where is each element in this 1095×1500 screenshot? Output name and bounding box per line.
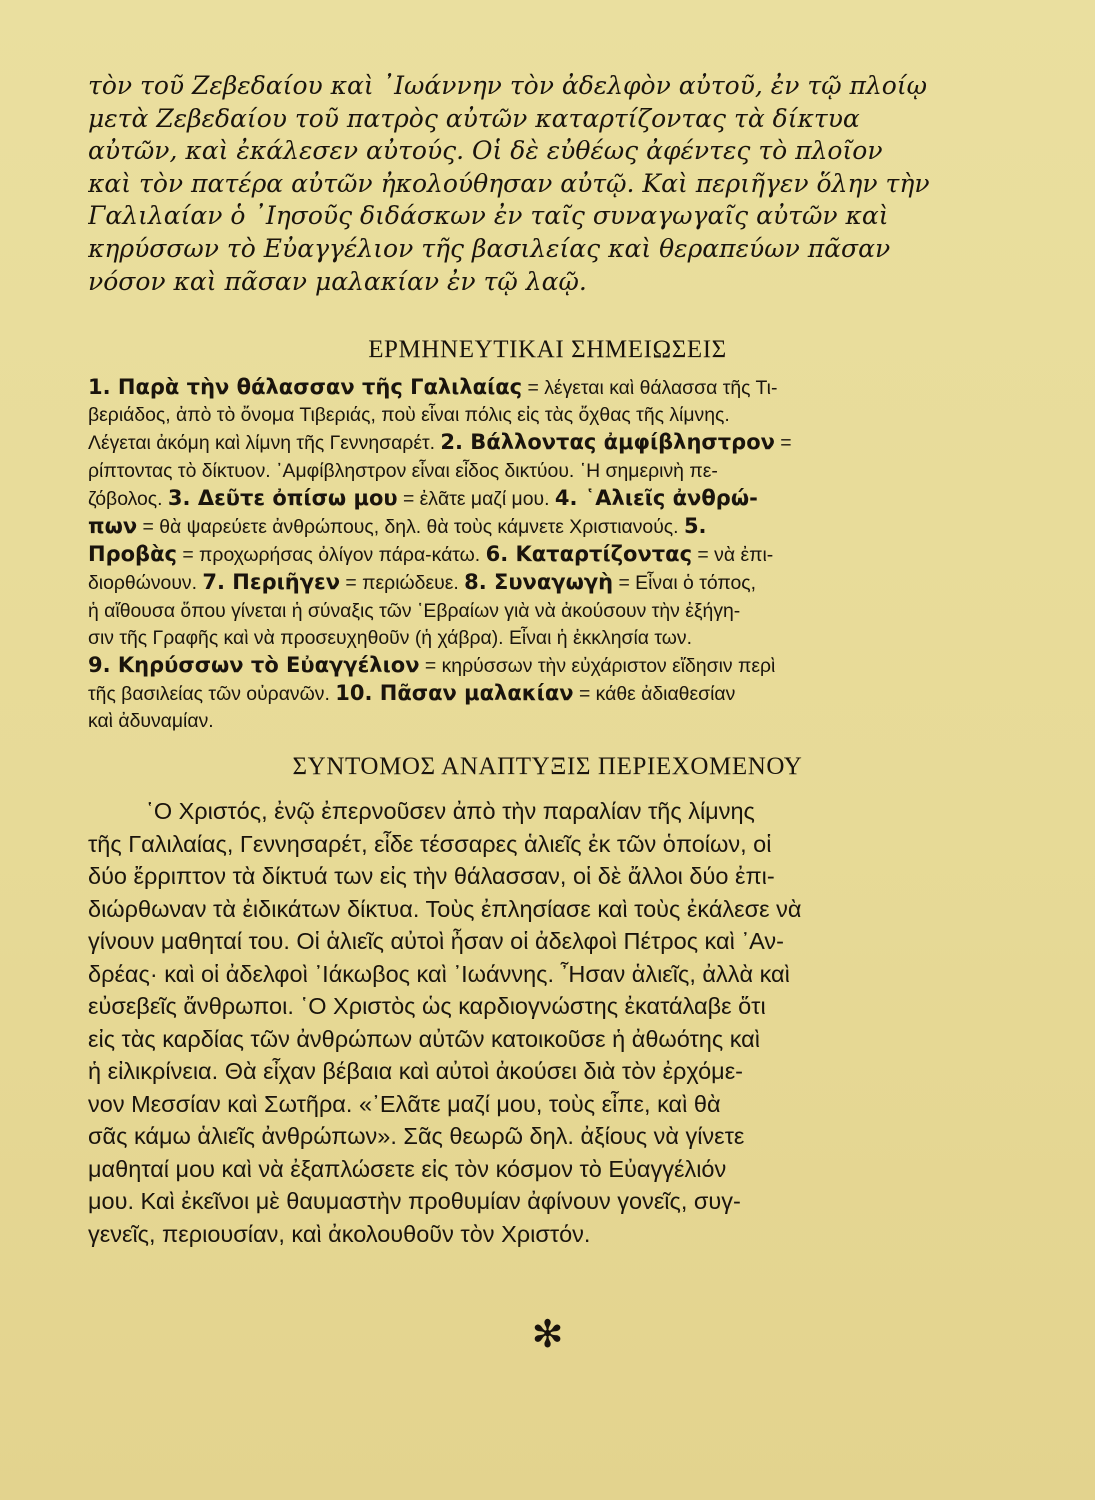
asterisk-ornament: ✻ — [531, 1312, 564, 1356]
note-text: = κάθε ἀδιαθεσίαν — [573, 683, 736, 706]
note-term: 5. — [683, 514, 707, 539]
note-text: = λέγεται καὶ θάλασσα τῆς Τι- — [522, 377, 778, 399]
text-line: Γαλιλαίαν ὁ ᾿Ιησοῦς διδάσκων ἐν ταῖς συναγωγαῖς αὐτῶν καὶ — [88, 201, 889, 231]
note-line — [88, 429, 933, 457]
summary-text — [88, 795, 933, 1250]
note-term: 7. Περιῆγεν — [202, 570, 341, 595]
text-line: τῆς Γαλιλαίας, Γεννησαρέτ, εἶδε τέσσαρες ἁλιεῖς ἐκ τῶν ὁποίων, οἱ — [88, 830, 772, 857]
text-line: γίνουν μαθηταί του. Οἱ ἁλιεῖς αὐτοὶ ἦσαν οἱ ἀδελφοὶ Πέτρος καὶ ᾿Αν- — [88, 928, 785, 954]
text-line: γενεῖς, περιουσίαν, καὶ ἀκολουθοῦν τὸν Χριστόν. — [88, 1220, 591, 1247]
text-line: νον Μεσσίαν καὶ Σωτῆρα. «᾿Ελᾶτε μαζί μου, τοὺς εἶπε, καὶ θὰ — [88, 1090, 721, 1117]
text-line: τὸν τοῦ Ζεβεδαίου καὶ ᾿Ιωάννην τὸν ἀδελφὸν αὐτοῦ, ἐν τῷ πλοίῳ — [88, 71, 928, 100]
text-line: αὐτῶν, καὶ ἐκάλεσεν αὐτούς. Οἱ δὲ εὐθέως ἀφέντες τὸ πλοῖον — [88, 136, 883, 166]
note-term: 2. Βάλλοντας ἀμφίβληστρον — [440, 430, 775, 455]
note-text: ἡ αἴθουσα ὅπου γίνεται ἡ σύναξις τῶν ῾Εβραίων γιὰ νὰ ἀκούσουν τὴν ἐξήγη- — [88, 599, 741, 622]
note-text: βεριάδος, ἀπὸ τὸ ὄνομα Τιβεριάς, ποὺ εἶναι πόλις εἰς τὰς ὄχθας τῆς λίμνης. — [88, 404, 730, 427]
note-text: ρίπτοντας τὸ δίκτυον. ᾿Αμφίβληστρον εἶναι εἶδος δικτύου. ῾Η σημερινὴ πε- — [88, 459, 718, 482]
note-term: 1. Παρὰ τὴν θάλασσαν τῆς Γαλιλαίας — [88, 375, 523, 399]
text-line: διώρθωναν τὰ ἐιδικάτων δίκτυα. Τοὺς ἐπλησίασε καὶ τοὺς ἐκάλεσε νὰ — [88, 895, 802, 922]
text-line: ῾Ο Χριστός, ἐνῷ ἐπερνοῦσεν ἀπὸ τὴν παραλίαν τῆς λίμνης — [146, 798, 755, 824]
text-line: καὶ τὸν πατέρα αὐτῶν ἠκολούθησαν αὐτῷ. Καὶ περιῆγεν ὅλην τὴν — [88, 168, 930, 198]
section-heading-summary: ΣΥΝΤΟΜΟΣ ΑΝΑΠΤΥΞΙΣ ΠΕΡΙΕΧΟΜΕΝΟΥ — [292, 753, 803, 780]
text-line: ἡ εἰλικρίνεια. Θὰ εἶχαν βέβαια καὶ αὐτοὶ ἀκούσει διὰ τὸν ἐρχόμε- — [88, 1058, 744, 1084]
note-term: 10. Πᾶσαν μαλακίαν — [335, 681, 574, 706]
note-text: τῆς βασιλείας τῶν οὐρανῶν. — [88, 683, 336, 706]
note-line — [88, 541, 933, 569]
note-text: = νὰ ἐπι- — [692, 544, 774, 567]
note-text: = ἐλᾶτε μαζί μου. — [397, 487, 555, 510]
text-line: μαθηταί μου καὶ νὰ ἐξαπλώσετε εἰς τὸν κόσμον τὸ Εὐαγγέλιόν — [88, 1155, 727, 1182]
text-line: σᾶς κάμω ἁλιεῖς ἀνθρώπων». Σᾶς θεωρῶ δηλ. ἀξίους νὰ γίνετε — [88, 1123, 745, 1149]
note-line — [88, 485, 933, 513]
interpretive-notes — [88, 374, 933, 736]
note-line — [88, 598, 933, 625]
note-line — [88, 374, 933, 402]
text-line: δρέας· καὶ οἱ ἀδελφοὶ ᾿Ιάκωβος καὶ ᾿Ιωάννης. ῏Ησαν ἁλιεῖς, ἀλλὰ καὶ — [88, 960, 790, 987]
note-text: ζόβολος. — [88, 487, 168, 510]
text-line: εἰς τὰς καρδίας τῶν ἀνθρώπων αὐτῶν κατοικοῦσε ἡ ἀθωότης καὶ — [88, 1025, 760, 1052]
note-line — [88, 625, 933, 652]
text-line: εὐσεβεῖς ἄνθρωποι. ῾Ο Χριστὸς ὡς καρδιογνώστης ἐκατάλαβε ὅτι — [88, 993, 766, 1019]
note-text: = θὰ ψαρεύετε ἀνθρώπους, δηλ. θὰ τοὺς κάμνετε Χριστιανούς. — [137, 516, 684, 539]
note-term: 3. Δεῦτε ὀπίσω μου — [167, 485, 398, 510]
note-text: = περιώδευε. — [340, 572, 465, 595]
gospel-text — [88, 70, 933, 298]
text-line: μου. Καὶ ἐκεῖνοι μὲ θαυμαστὴν προθυμίαν ἀφίνουν γονεῖς, συγ- — [88, 1188, 741, 1214]
note-text: σιν τῆς Γραφῆς καὶ νὰ προσευχηθοῦν (ἡ χάβρα). Εἶναι ἡ ἐκκλησία των. — [88, 626, 692, 649]
text-line: νόσον καὶ πᾶσαν μαλακίαν ἐν τῷ λαῷ. — [88, 266, 587, 296]
note-line — [88, 458, 933, 485]
section-heading-notes: ΕΡΜΗΝΕΥΤΙΚΑΙ ΣΗΜΕΙΩΣΕΙΣ — [368, 336, 727, 363]
note-text: = Εἶναι ὁ τόπος, — [613, 572, 756, 595]
note-text: = προχωρήσας ὀλίγον πάρα-κάτω. — [176, 544, 486, 567]
note-term: Προβὰς — [88, 542, 177, 567]
note-term: 8. Συναγωγὴ — [464, 570, 614, 595]
note-line — [88, 708, 933, 735]
note-term: 9. Κηρύσσων τὸ Εὐαγγέλιον — [88, 653, 420, 678]
text-line: κηρύσσων τὸ Εὐαγγέλιον τῆς βασιλείας καὶ θεραπεύων πᾶσαν — [88, 233, 891, 263]
text-line: μετὰ Ζεβεδαίου τοῦ πατρὸς αὐτῶν καταρτίζοντας τὰ δίκτυα — [88, 103, 860, 133]
note-text: = κηρύσσων τὴν εὐχάριστον εἴδησιν περὶ — [419, 655, 776, 678]
note-line — [88, 680, 933, 708]
note-line — [88, 402, 933, 429]
note-line — [88, 569, 933, 597]
note-line — [88, 513, 933, 541]
note-text: διορθώνουν. — [88, 572, 203, 595]
text-line: δύο ἔρριπτον τὰ δίκτυά των εἰς τὴν θάλασσαν, οἱ δὲ ἄλλοι δύο ἐπι- — [88, 863, 775, 889]
note-text: καὶ ἀδυναμίαν. — [88, 710, 214, 733]
note-term: 4. ῾Αλιεῖς ἀνθρώ- — [554, 485, 758, 510]
note-term: 6. Καταρτίζοντας — [485, 542, 693, 567]
note-line — [88, 652, 933, 680]
note-term: πων — [88, 514, 138, 539]
note-text: = — [774, 432, 792, 455]
note-text: Λέγεται ἀκόμη καὶ λίμνη τῆς Γεννησαρέτ. — [88, 432, 441, 455]
